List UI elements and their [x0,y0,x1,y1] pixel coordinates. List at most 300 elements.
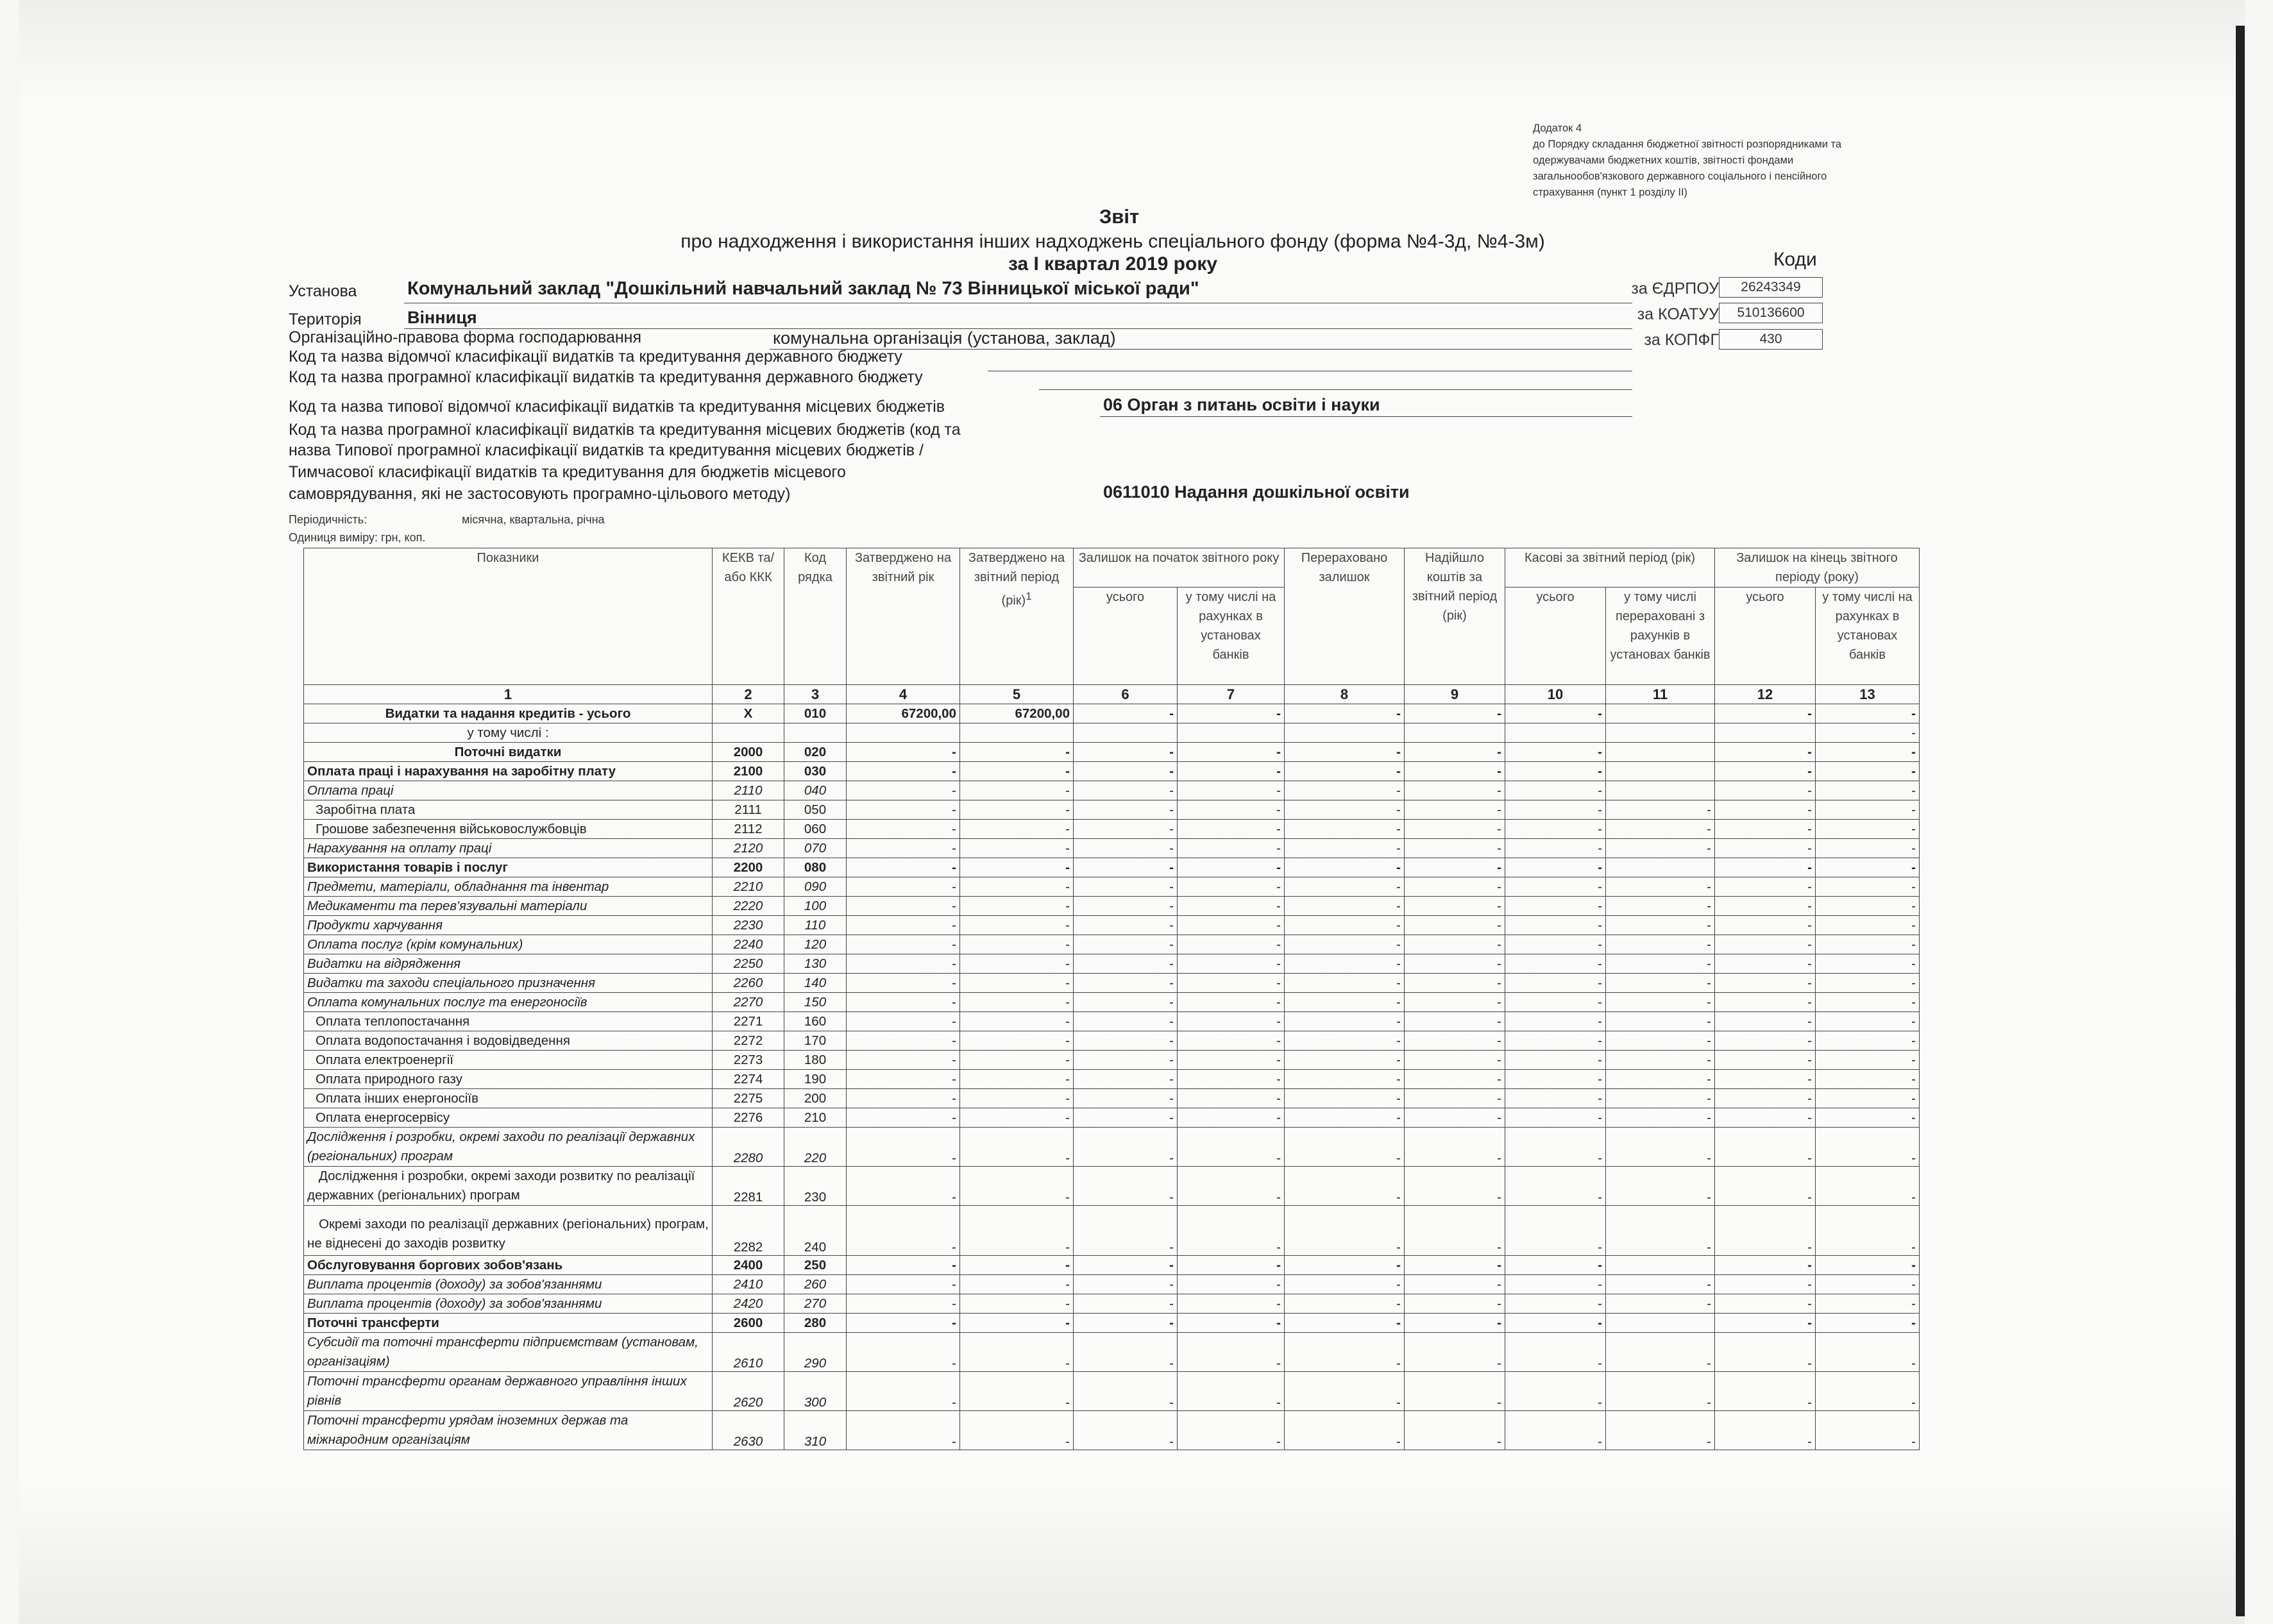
table-row [304,743,1920,762]
local-prog-value: 0611010 Надання дошкільної освіти [1103,482,1410,502]
table-row [304,974,1920,993]
row-value: - [1285,1128,1405,1167]
row-kekv: 2282 [713,1206,784,1256]
row-value: - [960,954,1074,974]
row-value: - [1505,1051,1606,1070]
table-row [304,1108,1920,1128]
row-value: - [1606,1275,1715,1294]
row-value: - [1074,1275,1178,1294]
row-value: - [1816,1294,1920,1314]
row-value: - [1505,781,1606,800]
koatuu-label: за КОАТУУ [1637,305,1719,323]
row-value: - [1074,1051,1178,1070]
row-kekv: 2273 [713,1051,784,1070]
row-value: - [1178,781,1285,800]
row-kekv: 2275 [713,1089,784,1108]
row-value: - [1606,974,1715,993]
report-table [303,548,1920,1450]
row-kekv [713,723,784,743]
institution-value: Комунальний заклад "Дошкільний навчальний заклад № 73 Вінницької міської ради" [407,278,1199,299]
row-value: - [1505,1206,1606,1256]
row-code: 280 [784,1314,847,1333]
row-value: - [847,839,960,858]
row-value: - [1816,781,1920,800]
row-value: - [1715,781,1816,800]
row-value: - [1074,1256,1178,1275]
row-value: - [1715,1411,1816,1450]
row-value: - [1715,1108,1816,1128]
table-row [304,723,1920,743]
local-dept-underline [1100,416,1632,417]
row-code: 190 [784,1070,847,1089]
row-value [1178,723,1285,743]
report-table-body [304,704,1920,1450]
row-value: - [1074,993,1178,1012]
column-number: 11 [1606,685,1715,704]
row-value: - [1505,743,1606,762]
row-code: 170 [784,1031,847,1051]
row-value: - [1178,858,1285,877]
row-value: - [1178,820,1285,839]
row-kekv: 2260 [713,974,784,993]
row-value: - [960,1089,1074,1108]
column-numbers-row [304,685,1920,704]
row-code: 070 [784,839,847,858]
row-value: - [1074,762,1178,781]
row-value: - [1074,974,1178,993]
row-indicator: Поточні трансферти органам державного управління інших рівнів [304,1372,713,1411]
col-opening-banks: у тому числі на рахунках в установах банків [1178,588,1285,685]
table-row [304,897,1920,916]
row-value: - [1606,1128,1715,1167]
row-value: - [1505,704,1606,723]
row-indicator: Оплата праці і нарахування на заробітну плату [304,762,713,781]
row-indicator: Видатки та надання кредитів - усього [304,704,713,723]
row-value: - [1505,974,1606,993]
table-row [304,800,1920,820]
row-value: - [1074,800,1178,820]
table-row [304,1167,1920,1206]
row-value: - [847,1012,960,1031]
row-value: - [1178,993,1285,1012]
row-value: - [1606,877,1715,897]
row-value: - [960,974,1074,993]
row-value: - [1285,762,1405,781]
row-value: - [960,1294,1074,1314]
row-value: - [847,820,960,839]
row-value: - [1715,935,1816,954]
col-group-opening-balance: Залишок на початок звітного року [1074,548,1285,588]
row-value: - [1405,1089,1505,1108]
row-value: - [1074,1128,1178,1167]
row-value: - [1178,1108,1285,1128]
row-code: 300 [784,1372,847,1411]
row-value: - [1505,1294,1606,1314]
row-value: - [1285,916,1405,935]
row-value: - [1405,954,1505,974]
row-value [1405,723,1505,743]
row-code: 160 [784,1012,847,1031]
row-value: - [1606,916,1715,935]
row-value: - [1178,800,1285,820]
row-value: - [1816,704,1920,723]
column-number: 1 [304,685,713,704]
row-value: - [1606,1070,1715,1089]
row-value: - [960,935,1074,954]
col-closing-total: усього [1715,588,1816,685]
col-transferred-balance: Перераховано залишок [1285,548,1405,685]
row-value: - [1405,1051,1505,1070]
row-value: - [1074,704,1178,723]
row-value: - [1405,781,1505,800]
row-kekv: 2120 [713,839,784,858]
col-approved-year: Затверджено на звітний рік [847,548,960,685]
row-value: - [1285,993,1405,1012]
table-row [304,935,1920,954]
row-code: 270 [784,1294,847,1314]
local-prog-label-1: Код та назва програмної класифікації видатків та кредитування місцевих бюджетів (код та [289,421,961,439]
row-value: - [960,1108,1074,1128]
legal-form-value: комунальна організація (установа, заклад) [773,328,1116,348]
table-row [304,762,1920,781]
table-row [304,858,1920,877]
row-value: - [1285,704,1405,723]
row-value: - [1715,1372,1816,1411]
row-value: - [1074,820,1178,839]
row-value: - [847,1372,960,1411]
row-value: - [1074,1089,1178,1108]
row-value: - [1074,1314,1178,1333]
row-value: - [1285,935,1405,954]
row-value: - [1606,839,1715,858]
row-code: 140 [784,974,847,993]
row-value: - [1715,820,1816,839]
row-value: - [1178,1275,1285,1294]
row-value [1285,723,1405,743]
row-indicator: Використання товарів і послуг [304,858,713,877]
row-value: - [1816,1411,1920,1450]
row-value: - [1178,877,1285,897]
row-value: - [960,1256,1074,1275]
row-value: - [1178,1411,1285,1450]
col-received: Надійшло коштів за звітний період (рік) [1405,548,1505,685]
row-value: - [1505,935,1606,954]
row-value: - [1715,704,1816,723]
row-value: - [1285,1167,1405,1206]
row-value: - [1285,897,1405,916]
row-indicator: Нарахування на оплату праці [304,839,713,858]
table-row [304,1089,1920,1108]
row-value: - [1816,1372,1920,1411]
row-value: - [1715,1089,1816,1108]
row-value: - [1715,1275,1816,1294]
row-indicator: Видатки на відрядження [304,954,713,974]
row-value: - [1606,1411,1715,1450]
row-value: - [960,858,1074,877]
prog-class-label: Код та назва програмної класифікації видатків та кредитування державного бюджету [289,368,923,386]
row-value: - [960,839,1074,858]
row-value: - [960,1128,1074,1167]
annex-line-1: Додаток 4 [1533,123,1582,134]
row-value: - [1285,858,1405,877]
row-value: - [1074,1012,1178,1031]
row-value: - [1715,897,1816,916]
row-value: - [1178,954,1285,974]
row-value: - [960,993,1074,1012]
row-value: - [1606,1108,1715,1128]
row-value: - [1405,1070,1505,1089]
row-value: - [1405,1411,1505,1450]
row-indicator: Виплата процентів (доходу) за зобов'язаннями [304,1294,713,1314]
table-row [304,1012,1920,1031]
scan-edge [2236,26,2245,1616]
row-value: - [1505,1167,1606,1206]
row-value: - [1505,1333,1606,1372]
row-value: - [1074,916,1178,935]
row-value: - [847,974,960,993]
row-value: - [1178,1031,1285,1051]
kopfg-code: 430 [1719,329,1823,350]
row-value: - [1715,1128,1816,1167]
row-value: - [1606,820,1715,839]
col-opening-total: усього [1074,588,1178,685]
row-value: - [1505,993,1606,1012]
row-value: - [1178,1314,1285,1333]
row-value: - [1074,781,1178,800]
row-value: - [960,1012,1074,1031]
row-value: - [1178,1012,1285,1031]
row-value: - [1816,1333,1920,1372]
prog-class-underline [1039,389,1632,390]
row-value: - [1285,1275,1405,1294]
row-value: - [960,762,1074,781]
local-dept-label: Код та назва типової відомчої класифікації видатків та кредитування місцевих бюджетів [289,398,945,416]
row-code: 310 [784,1411,847,1450]
row-value: - [1606,897,1715,916]
row-value: - [1816,935,1920,954]
row-value: - [960,743,1074,762]
row-value: - [1285,1372,1405,1411]
row-value: - [1285,839,1405,858]
row-value: - [847,1294,960,1314]
row-value: - [1285,1333,1405,1372]
row-value: - [1816,993,1920,1012]
annex-line-5: страхування (пункт 1 розділу ІІ) [1533,187,1688,198]
row-value: - [1285,1411,1405,1450]
row-value: - [1816,1314,1920,1333]
report-page [19,0,2245,1624]
row-value: - [1178,839,1285,858]
row-value: - [1715,993,1816,1012]
local-prog-label-3: Тимчасової класифікації видатків та кредитування для бюджетів місцевого [289,463,846,481]
row-value: - [1405,743,1505,762]
row-value: - [1606,993,1715,1012]
table-row [304,1256,1920,1275]
row-value: - [1715,1051,1816,1070]
row-code: 290 [784,1333,847,1372]
row-kekv: 2620 [713,1372,784,1411]
row-value: - [1405,1333,1505,1372]
row-indicator: Оплата енергосервісу [304,1108,713,1128]
row-value: - [1606,1206,1715,1256]
row-value: - [960,1031,1074,1051]
edrpou-label: за ЄДРПОУ [1631,280,1719,298]
row-indicator: Грошове забезпечення військовослужбовців [304,820,713,839]
row-value: - [960,916,1074,935]
row-value: - [960,1070,1074,1089]
row-code: 110 [784,916,847,935]
row-value: - [1074,954,1178,974]
table-row [304,839,1920,858]
row-value: - [1715,1314,1816,1333]
row-value: - [1074,1108,1178,1128]
row-code: 210 [784,1108,847,1128]
row-indicator: у тому числі : [304,723,713,743]
row-indicator: Оплата природного газу [304,1070,713,1089]
row-value: - [1178,1372,1285,1411]
row-value: - [960,1167,1074,1206]
row-value: - [1816,1070,1920,1089]
row-value [1606,743,1715,762]
col-row-code: Код рядка [784,548,847,685]
row-value: - [1405,1372,1505,1411]
row-value: - [1178,916,1285,935]
row-value: - [1816,1256,1920,1275]
row-value: - [1505,1070,1606,1089]
row-code: 250 [784,1256,847,1275]
column-number: 10 [1505,685,1606,704]
row-value: - [1405,1256,1505,1275]
row-value: - [1405,916,1505,935]
row-indicator: Оплата послуг (крім комунальних) [304,935,713,954]
row-indicator: Оплата теплопостачання [304,1012,713,1031]
row-value: 67200,00 [960,704,1074,723]
row-value: - [1285,1314,1405,1333]
row-kekv: 2230 [713,916,784,935]
row-value: - [847,1128,960,1167]
row-kekv: 2111 [713,800,784,820]
table-row [304,1411,1920,1450]
row-code [784,723,847,743]
row-value: - [1074,1372,1178,1411]
row-kekv: 2110 [713,781,784,800]
report-title: Звіт [1099,205,1140,228]
row-value: - [1405,877,1505,897]
row-value: - [847,1206,960,1256]
table-row [304,1031,1920,1051]
row-value: - [960,897,1074,916]
row-value: - [1285,1051,1405,1070]
row-code: 130 [784,954,847,974]
row-value: - [1285,1256,1405,1275]
row-value: - [960,1411,1074,1450]
row-value: - [1178,1089,1285,1108]
row-value: - [847,1333,960,1372]
row-value [1606,762,1715,781]
row-value: - [1285,877,1405,897]
row-kekv: 2274 [713,1070,784,1089]
local-dept-value: 06 Орган з питань освіти і науки [1103,395,1380,414]
column-number: 2 [713,685,784,704]
row-value: - [960,1275,1074,1294]
row-value: 67200,00 [847,704,960,723]
row-value: - [1715,1206,1816,1256]
row-value: - [1178,1167,1285,1206]
row-value: - [1715,1167,1816,1206]
table-row [304,781,1920,800]
row-kekv: 2112 [713,820,784,839]
row-value: - [1505,897,1606,916]
col-cash-banks: у тому числі перераховані з рахунків в установах банків [1606,588,1715,685]
row-value: - [1178,762,1285,781]
row-value: - [1505,1031,1606,1051]
row-value: - [1405,1128,1505,1167]
column-number: 5 [960,685,1074,704]
row-code: 080 [784,858,847,877]
row-value: - [1816,839,1920,858]
row-value: - [1074,935,1178,954]
institution-label: Установа [289,282,357,300]
local-prog-label-2: назва Типової програмної класифікації видатків та кредитування місцевих бюджетів / [289,441,924,459]
row-value: - [847,877,960,897]
row-value [1606,858,1715,877]
row-value: - [1405,897,1505,916]
table-row [304,1372,1920,1411]
row-value [960,723,1074,743]
row-value: - [1715,1256,1816,1275]
table-row [304,916,1920,935]
row-value: - [1285,1012,1405,1031]
row-value: - [1074,1031,1178,1051]
col-approved-period [960,548,1074,685]
row-value: - [1715,877,1816,897]
row-indicator: Виплата процентів (доходу) за зобов'язаннями [304,1275,713,1294]
local-prog-label-4: самоврядування, які не застосовують програмно-цільового методу) [289,485,791,503]
row-value: - [1405,839,1505,858]
row-code: 200 [784,1089,847,1108]
row-value: - [1178,1051,1285,1070]
row-kekv: 2270 [713,993,784,1012]
row-value: - [1715,916,1816,935]
column-number: 6 [1074,685,1178,704]
row-value: - [1074,1167,1178,1206]
row-value: - [1816,723,1920,743]
row-value: - [847,1275,960,1294]
row-value: - [1715,762,1816,781]
row-value: - [1505,1372,1606,1411]
row-code: 100 [784,897,847,916]
row-kekv: 2420 [713,1294,784,1314]
col-approved-period-text: Затверджено на звітний період (рік) [968,551,1065,608]
col-closing-banks: у тому числі на рахунках в установах банків [1816,588,1920,685]
row-code: 010 [784,704,847,723]
table-row [304,1294,1920,1314]
row-indicator: Видатки та заходи спеціального призначення [304,974,713,993]
row-value: - [847,1108,960,1128]
row-value: - [1405,704,1505,723]
row-kekv: 2210 [713,877,784,897]
row-value: - [1816,954,1920,974]
row-value: - [1285,1089,1405,1108]
row-value: - [1816,1108,1920,1128]
row-indicator: Обслуговування боргових зобов'язань [304,1256,713,1275]
row-value: - [1285,1206,1405,1256]
row-code: 020 [784,743,847,762]
row-indicator: Продукти харчування [304,916,713,935]
row-value: - [1074,858,1178,877]
row-value: - [1505,954,1606,974]
row-value: - [1405,858,1505,877]
